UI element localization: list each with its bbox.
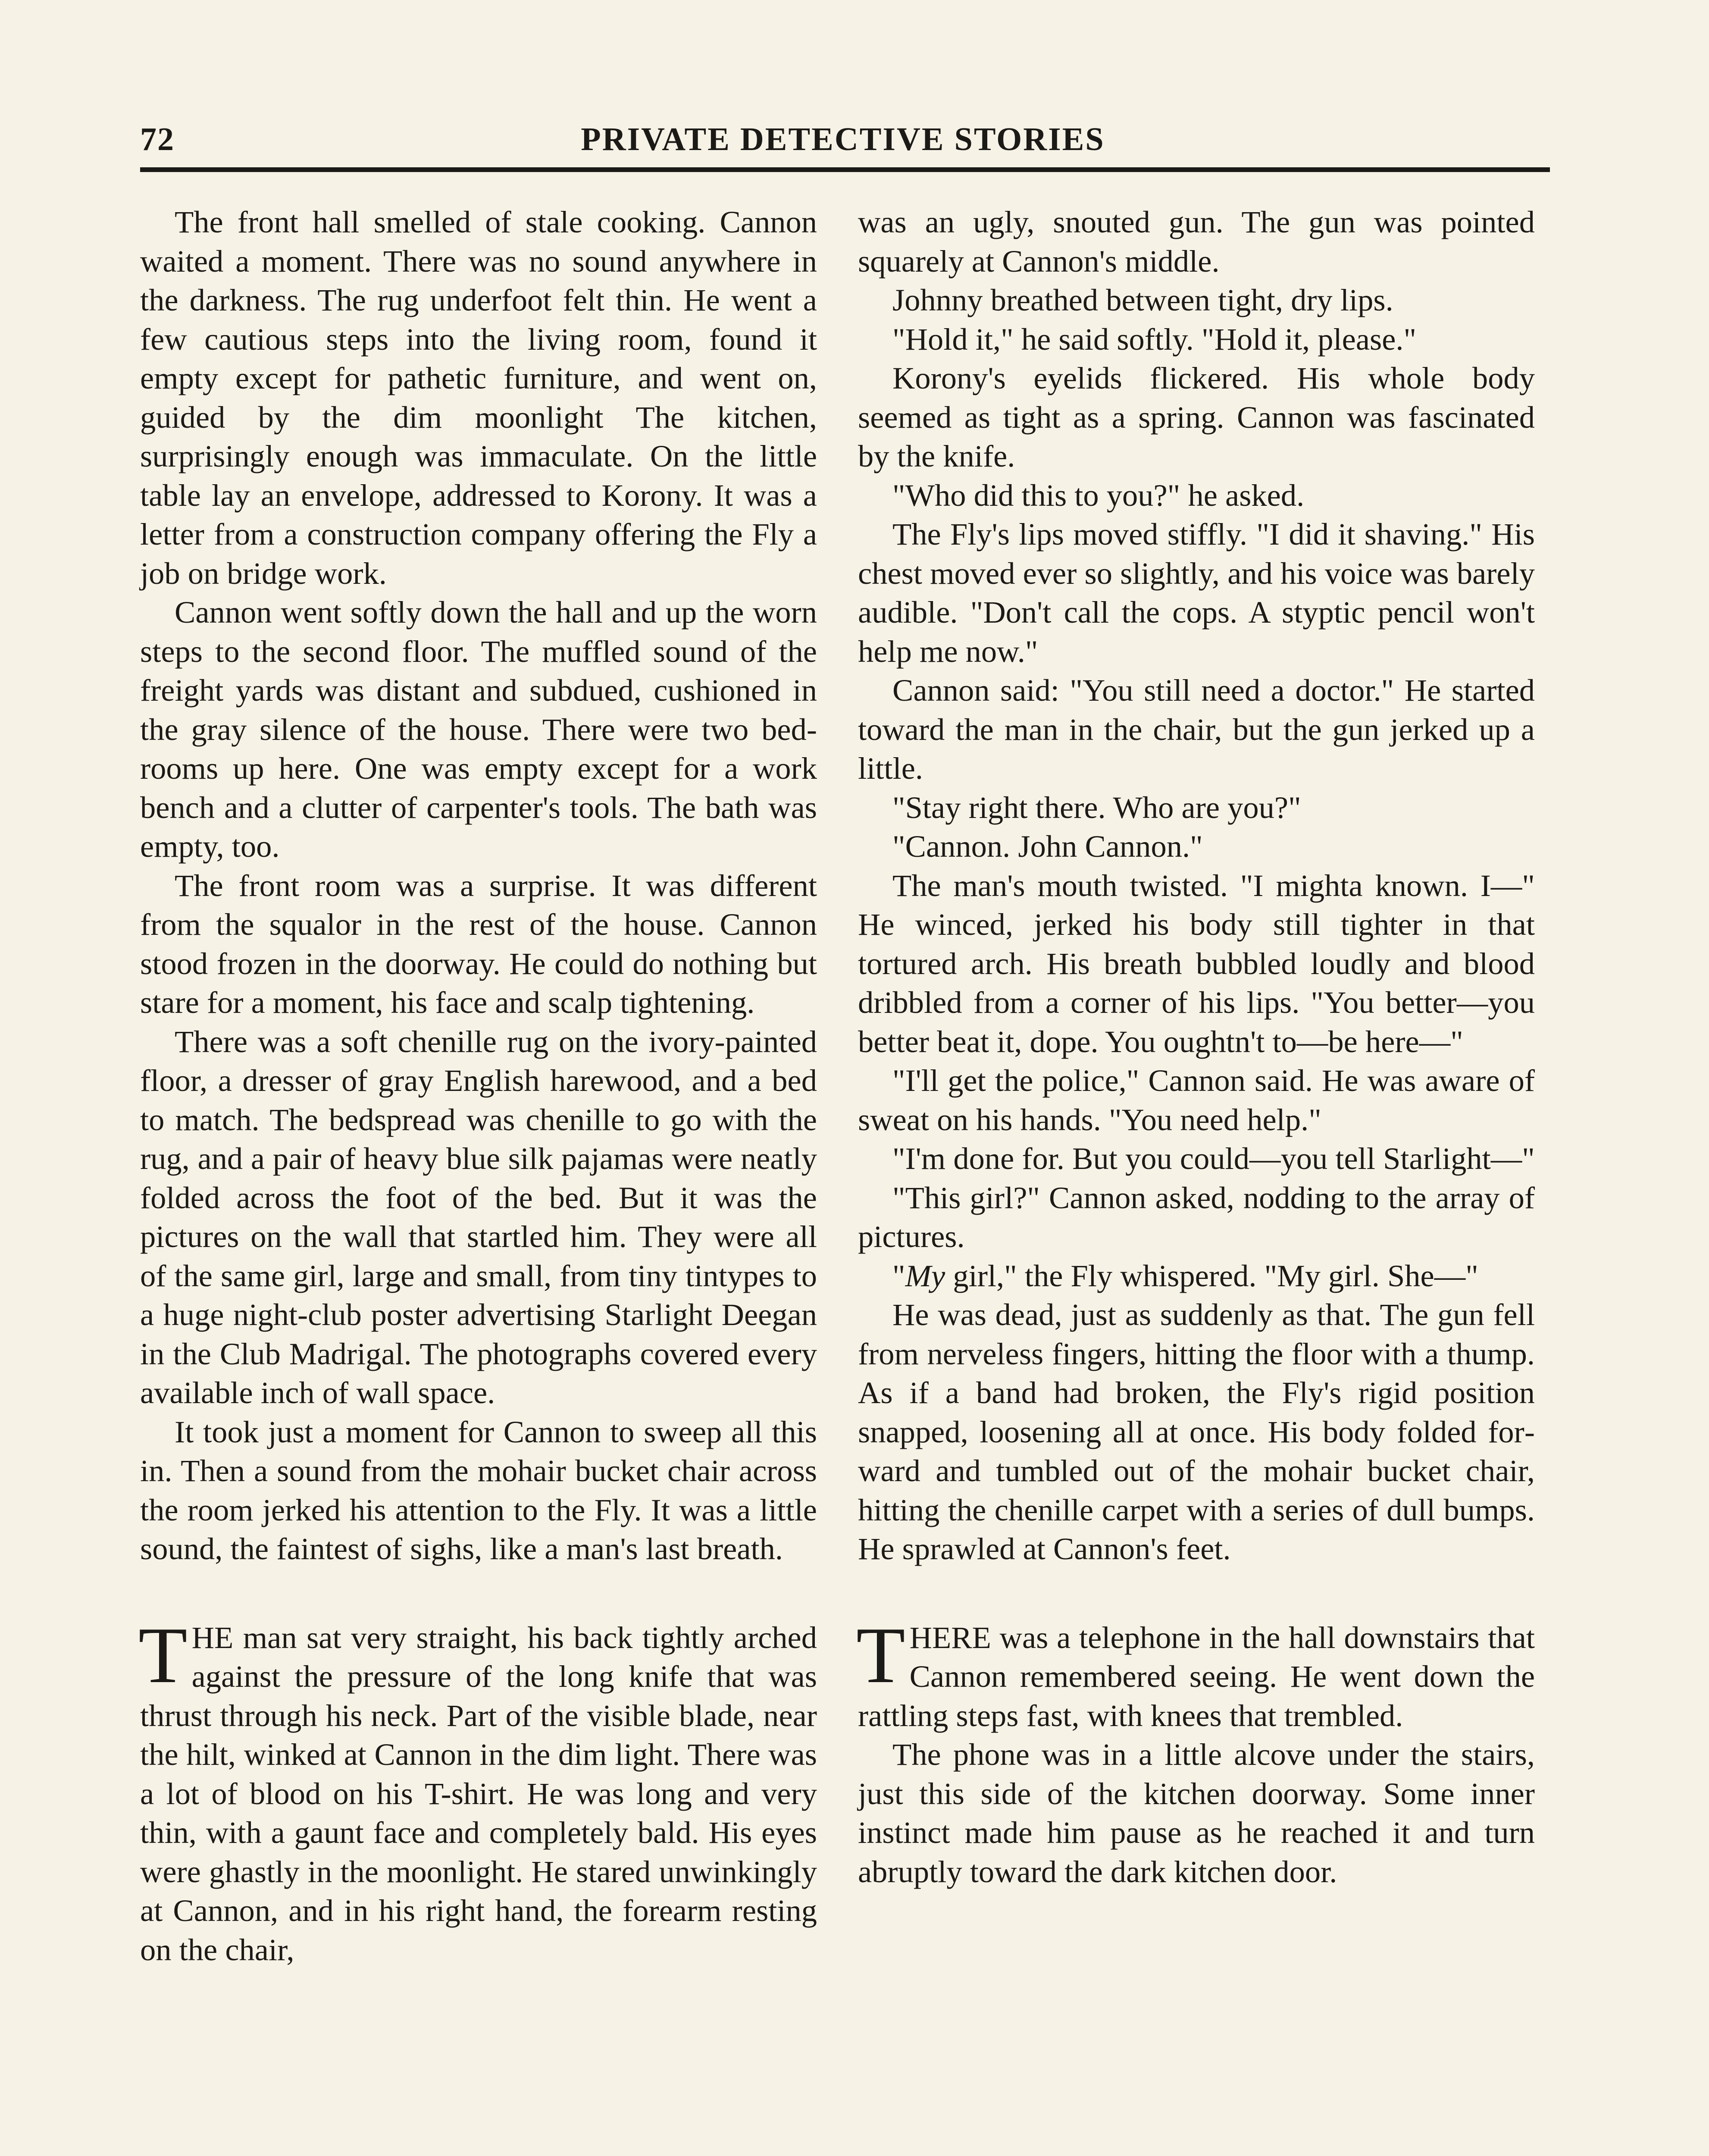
paragraph: The Fly's lips moved stiffly. "I did it shaving." His chest moved ever so slightly, and his voice was barely audible. "Don't call the cops. A styptic pencil won't help me now."	[858, 517, 1535, 669]
paragraph: There was a soft chenille rug on the ivory-painted floor, a dresser of gray English harewood, and a bed to match. The bedspread was chenille to go with the rug, and a pair of heavy blue silk pajamas were neatly folded across the foot of the bed. But it was the pictures on the wall that startled him. They were all of the same girl, large and small, from tiny tintypes to a huge night-club poster advertising Starlight Deegan in the Club Madrigal. The photographs covered every available inch of wall space.	[140, 1024, 817, 1410]
paragraph: "This girl?" Cannon asked, nodding to the array of pictures.	[858, 1180, 1535, 1254]
paragraph: "I'm done for. But you could—you tell Starlight—"	[892, 1141, 1535, 1176]
continued-paragraph: was an ugly, snouted gun. The gun was pointed squarely at Cannon's middle.	[858, 204, 1535, 279]
italic-word: My	[905, 1258, 945, 1293]
paragraph: He was dead, just as suddenly as that. The gun fell from nerveless fingers, hitting the floor with a thump. As if a band had broken, the Fly's rigid position snapped, loosening all at once. His body folded forward and tumbled out of the mohair bucket chair, hitting the chenille carpet with a series of dull bumps. He sprawled at Cannon's feet.	[858, 1297, 1535, 1566]
paragraph: The front room was a surprise. It was different from the squalor in the rest of the house. Cannon stood frozen in the doorway. He could do nothing but stare for a moment, his face and scalp tightening.	[140, 868, 817, 1020]
paragraph: The phone was in a little alcove under the stairs, just this side of the kitchen doorway. Some inner instinct made him pause as he reached it and turn abruptly toward the dark kitchen door.	[858, 1737, 1535, 1889]
paragraph: "Hold it," he said softly. "Hold it, please."	[892, 321, 1417, 357]
paragraph-text: girl," the Fly whispered. "My girl. She—"	[945, 1258, 1478, 1293]
drop-cap: T	[138, 1611, 188, 1700]
left-column	[140, 203, 817, 1969]
paragraph: "Stay right there. Who are you?"	[892, 790, 1301, 825]
drop-cap: T	[856, 1611, 905, 1700]
small-caps-lead: HERE	[909, 1620, 991, 1655]
header-rule	[140, 167, 1550, 172]
paragraph: Johnny breathed between tight, dry lips.	[892, 282, 1393, 317]
section-opening-paragraph	[138, 1611, 817, 1970]
page-header	[140, 116, 1546, 168]
paragraph: Korony's eyelids flickered. His whole body seemed as tight as a spring. Cannon was fascinated by the knife.	[858, 360, 1535, 473]
paragraph	[858, 1257, 1535, 1296]
paragraph: Cannon said: "You still need a doctor." He started toward the man in the chair, but the gun jerked up a little.	[858, 673, 1535, 786]
paragraph: "Cannon. John Cannon."	[892, 829, 1203, 864]
paragraph-text: was a telephone in the hall downstairs that Cannon remembered seeing. He went down the rattling steps fast, with knees that trembled.	[858, 1620, 1535, 1733]
running-head: PRIVATE DETECTIVE STORIES	[581, 121, 1105, 157]
right-column	[858, 203, 1535, 1891]
paragraph: Cannon went softly down the hall and up the worn steps to the second floor. The muffled sound of the freight yards was distant and subdued, cushioned in the gray silence of the house. There were two bedrooms up here. One was empty except for a work bench and a clutter of carpenter's tools. The bath was empty, too.	[140, 595, 817, 864]
paragraph-text: man sat very straight, his back tightly arched against the pressure of the long knife that was thrust through his neck. Part of the visible blade, near the hilt, winked at Cannon in the dim light. There was a lot of blood on his T-shirt. He was long and very thin, with a gaunt face and completely bald. His eyes were ghastly in the moonlight. He stared unwinkingly at Cannon, and in his right hand, the forearm resting on the chair,	[140, 1620, 817, 1967]
paragraph: It took just a moment for Cannon to sweep all this in. Then a sound from the mohair bucket chair across the room jerked his attention to the Fly. It was a little sound, the faintest of sighs, like a man's last breath.	[140, 1414, 817, 1566]
small-caps-lead: HE	[191, 1620, 234, 1655]
paragraph: "Who did this to you?" he asked.	[892, 477, 1305, 513]
paragraph: The man's mouth twisted. "I mighta known. I—" He winced, jerked his body still tighter in that tortured arch. His breath bubbled loudly and blood dribbled from a corner of his lips. "You better—you better beat it, dope. You oughtn't to—be here—"	[858, 868, 1535, 1059]
paragraph: The front hall smelled of stale cooking. Cannon waited a moment. There was no sound anywhere in the darkness. The rug underfoot felt thin. He went a few cautious steps into the living room, found it empty except for pathetic furniture, and went on, guided by the dim moonlight The kitchen, surprisingly enough was immaculate. On the little table lay an envelope, addressed to Korony. It was a letter from a construction company offering the Fly a job on bridge work.	[140, 204, 817, 591]
section-opening-paragraph	[856, 1611, 1535, 1736]
page-number: 72	[140, 121, 175, 157]
open-quote: "	[892, 1258, 905, 1293]
paragraph: "I'll get the police," Cannon said. He was aware of sweat on his hands. "You need help."	[858, 1063, 1535, 1137]
